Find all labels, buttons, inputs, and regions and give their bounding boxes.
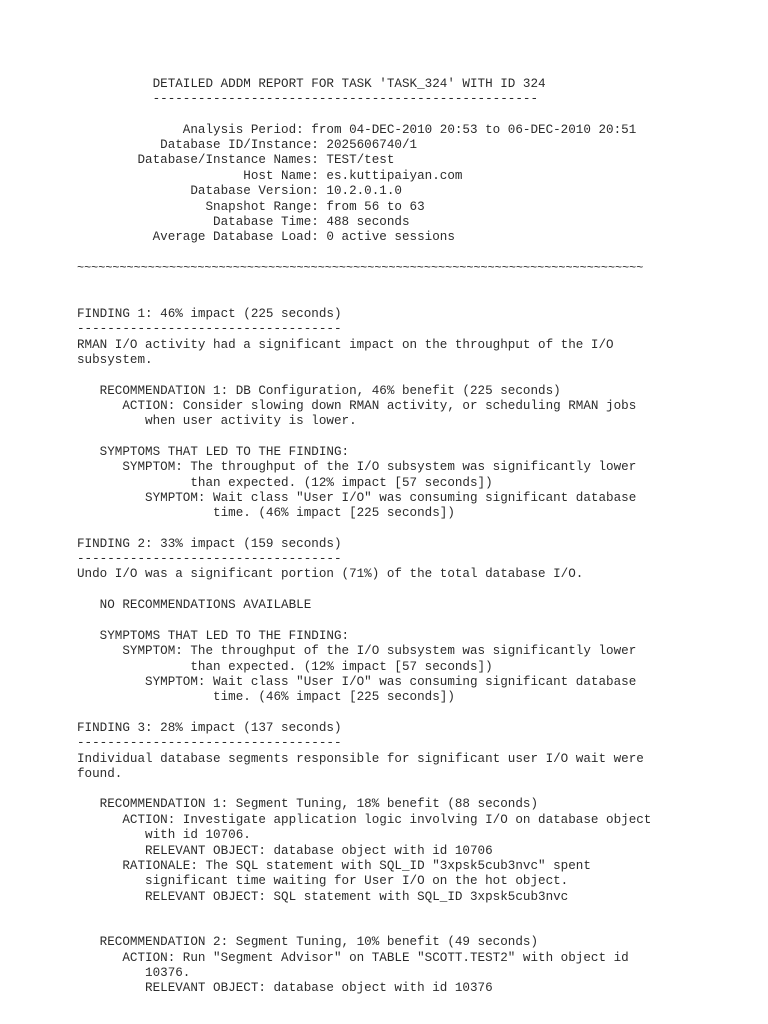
finding-1-symptom-2-cont: time. (46% impact [225 seconds]) (77, 506, 455, 520)
finding-3-rec-2-action: ACTION: Run "Segment Advisor" on TABLE "SCOTT.TEST2" with object id (77, 951, 629, 965)
summary-database-time: Database Time: 488 seconds (77, 215, 410, 229)
finding-1-symptom-1-cont: than expected. (12% impact [57 seconds]) (77, 476, 493, 490)
finding-1-rule: ----------------------------------- (77, 322, 342, 336)
finding-1-recommendation-1: RECOMMENDATION 1: DB Configuration, 46% benefit (225 seconds) (77, 384, 561, 398)
report-title: DETAILED ADDM REPORT FOR TASK 'TASK_324' WITH ID 324 (77, 77, 546, 91)
finding-2-symptom-1-cont: than expected. (12% impact [57 seconds]) (77, 660, 493, 674)
finding-1-symptom-2: SYMPTOM: Wait class "User I/O" was consuming significant database (77, 491, 637, 505)
finding-1-symptom-1: SYMPTOM: The throughput of the I/O subsystem was significantly lower (77, 460, 637, 474)
summary-average-load: Average Database Load: 0 active sessions (77, 230, 455, 244)
finding-3-rec-1-action: ACTION: Investigate application logic involving I/O on database object (77, 813, 652, 827)
finding-3-rec-1-rationale-cont: significant time waiting for User I/O on the hot object. (77, 874, 569, 888)
finding-1-description: RMAN I/O activity had a significant impact on the throughput of the I/O (77, 338, 614, 352)
finding-1-action-cont: when user activity is lower. (77, 414, 357, 428)
summary-host-name: Host Name: es.kuttipaiyan.com (77, 169, 463, 183)
summary-database-id: Database ID/Instance: 2025606740/1 (77, 138, 418, 152)
finding-3-recommendation-1: RECOMMENDATION 1: Segment Tuning, 18% benefit (88 seconds) (77, 797, 539, 811)
finding-2-header: FINDING 2: 33% impact (159 seconds) (77, 537, 342, 551)
finding-3-rec-1-action-cont: with id 10706. (77, 828, 251, 842)
finding-3-rec-2-relevant-object: RELEVANT OBJECT: database object with id 10376 (77, 981, 493, 995)
summary-analysis-period: Analysis Period: from 04-DEC-2010 20:53 to 06-DEC-2010 20:51 (77, 123, 637, 137)
finding-2-symptoms-header: SYMPTOMS THAT LED TO THE FINDING: (77, 629, 350, 643)
summary-snapshot-range: Snapshot Range: from 56 to 63 (77, 200, 425, 214)
finding-3-rule: ----------------------------------- (77, 736, 342, 750)
finding-3-header: FINDING 3: 28% impact (137 seconds) (77, 721, 342, 735)
finding-3-rec-1-rationale: RATIONALE: The SQL statement with SQL_ID "3xpsk5cub3nvc" spent (77, 859, 591, 873)
finding-1-description-cont: subsystem. (77, 353, 153, 367)
finding-2-symptom-1: SYMPTOM: The throughput of the I/O subsystem was significantly lower (77, 644, 637, 658)
finding-3-rec-1-rationale-relevant: RELEVANT OBJECT: SQL statement with SQL_ID 3xpsk5cub3nvc (77, 890, 569, 904)
tilde-divider: ~~~~~~~~~~~~~~~~~~~~~~~~~~~~~~~~~~~~~~~~~~~~~~~~~~~~~~~~~~~~~~~~~~~~~~~~~~~~~~~~ (77, 261, 644, 275)
finding-3-rec-2-action-cont: 10376. (77, 966, 191, 980)
finding-2-symptom-2-cont: time. (46% impact [225 seconds]) (77, 690, 455, 704)
finding-1-symptoms-header: SYMPTOMS THAT LED TO THE FINDING: (77, 445, 350, 459)
finding-2-symptom-2: SYMPTOM: Wait class "User I/O" was consuming significant database (77, 675, 637, 689)
finding-3-description-cont: found. (77, 767, 123, 781)
finding-2-rule: ----------------------------------- (77, 552, 342, 566)
title-underline: --------------------------------------------------- (77, 92, 539, 106)
finding-1-action: ACTION: Consider slowing down RMAN activity, or scheduling RMAN jobs (77, 399, 637, 413)
finding-1-header: FINDING 1: 46% impact (225 seconds) (77, 307, 342, 321)
summary-instance-names: Database/Instance Names: TEST/test (77, 153, 395, 167)
finding-2-no-recommendations: NO RECOMMENDATIONS AVAILABLE (77, 598, 312, 612)
finding-2-description: Undo I/O was a significant portion (71%) of the total database I/O. (77, 567, 584, 581)
finding-3-description: Individual database segments responsible for significant user I/O wait were (77, 752, 644, 766)
finding-3-recommendation-2: RECOMMENDATION 2: Segment Tuning, 10% benefit (49 seconds) (77, 935, 539, 949)
summary-database-version: Database Version: 10.2.0.1.0 (77, 184, 402, 198)
finding-3-rec-1-relevant-object: RELEVANT OBJECT: database object with id 10706 (77, 844, 493, 858)
